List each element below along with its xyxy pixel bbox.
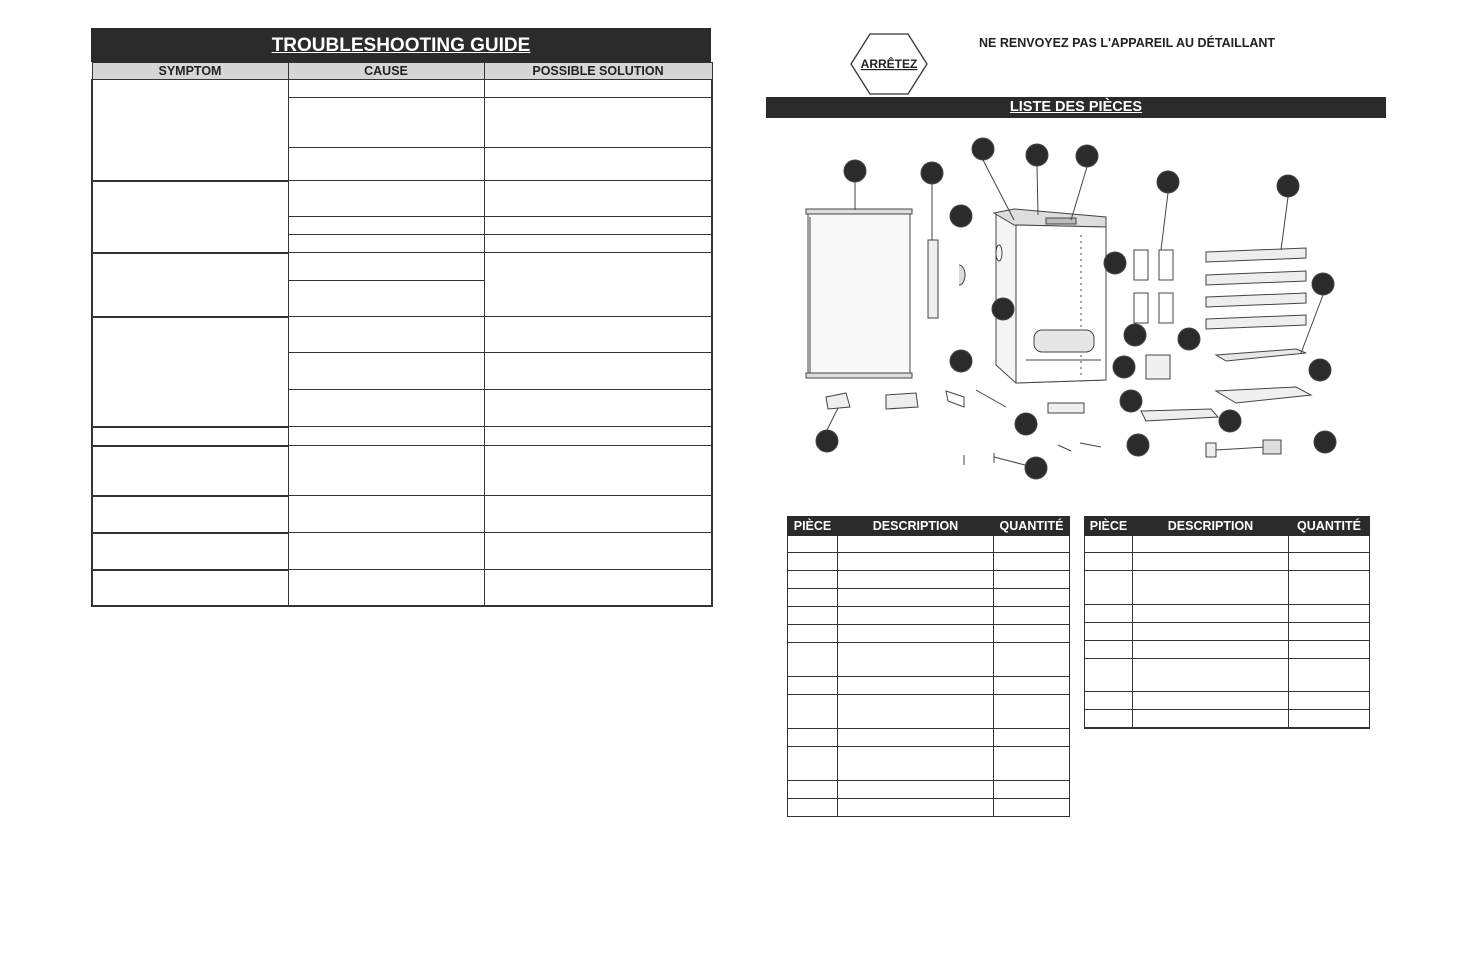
troubleshooting-guide — [91, 28, 711, 607]
table-row — [1085, 623, 1370, 641]
parts-header-row — [1085, 517, 1370, 536]
table-row — [788, 589, 1070, 607]
table-row — [788, 607, 1070, 625]
damper-part — [959, 265, 965, 285]
parts-table-left — [787, 516, 1070, 817]
cause-cell — [288, 281, 484, 317]
cause-cell — [288, 570, 484, 606]
cause-cell — [288, 496, 484, 533]
cause-cell — [288, 80, 484, 98]
solution-cell — [484, 80, 712, 98]
cause-cell — [288, 98, 484, 148]
drip-tray-part — [1216, 387, 1311, 403]
table-row — [92, 317, 712, 353]
solution-cell — [484, 217, 712, 235]
stop-sign-shape — [850, 33, 928, 95]
troubleshooting-body — [92, 80, 712, 606]
parts-list-title: LISTE DES PIÈCES — [766, 97, 1386, 118]
table-row — [788, 695, 1070, 729]
stop-sign-icon — [850, 33, 928, 95]
symptom-cell — [92, 317, 288, 427]
table-row — [1085, 605, 1370, 623]
table-row — [92, 496, 712, 533]
table-row — [1085, 659, 1370, 692]
diagram-svg — [766, 125, 1386, 495]
table-row — [92, 80, 712, 98]
parts-table-left-body — [788, 536, 1070, 817]
cause-cell — [288, 390, 484, 427]
leg-part — [886, 393, 918, 409]
parts-table-right-body — [1085, 536, 1370, 728]
table-row — [92, 570, 712, 606]
table-row — [92, 446, 712, 496]
wood-box-part — [1146, 355, 1170, 379]
symptom-cell — [92, 496, 288, 533]
table-row — [1085, 692, 1370, 710]
table-row — [788, 553, 1070, 571]
cabinet-part — [994, 209, 1106, 383]
table-row — [1085, 641, 1370, 659]
pin-part — [1080, 443, 1101, 447]
symptom-cell — [92, 80, 288, 181]
solution-cell — [484, 181, 712, 217]
bracket-part — [946, 391, 964, 407]
rail-part — [976, 390, 1006, 407]
grease-tray-part — [1141, 409, 1218, 421]
solution-cell — [484, 148, 712, 181]
solution-cell — [484, 427, 712, 446]
table-row — [788, 571, 1070, 589]
cause-cell — [288, 446, 484, 496]
cause-cell — [288, 353, 484, 390]
table-row — [788, 729, 1070, 747]
handle-part — [928, 240, 938, 318]
table-row — [92, 181, 712, 217]
symptom-cell — [92, 181, 288, 253]
symptom-cell — [92, 570, 288, 606]
table-row — [788, 536, 1070, 553]
heating-element-part — [1206, 440, 1281, 457]
header-piece: PIÈCE — [788, 517, 838, 536]
header-description: DESCRIPTION — [838, 517, 994, 536]
solution-cell — [484, 98, 712, 148]
troubleshooting-title: TROUBLESHOOTING GUIDE — [91, 28, 711, 62]
rack-bracket-parts — [1134, 250, 1173, 323]
cause-cell — [288, 533, 484, 570]
chip-tray-part — [1048, 403, 1084, 413]
table-row — [788, 625, 1070, 643]
table-row — [1085, 536, 1370, 553]
header-symptom: SYMPTOM — [92, 63, 288, 80]
symptom-cell — [92, 427, 288, 446]
table-row — [92, 427, 712, 446]
table-row — [1085, 571, 1370, 605]
cause-cell — [288, 427, 484, 446]
table-row — [1085, 710, 1370, 728]
table-row — [92, 533, 712, 570]
symptom-cell — [92, 533, 288, 570]
table-row — [1085, 553, 1370, 571]
solution-cell — [484, 390, 712, 427]
header-quantity: QUANTITÉ — [994, 517, 1070, 536]
parts-header-row — [788, 517, 1070, 536]
header-cause: CAUSE — [288, 63, 484, 80]
table-row — [788, 677, 1070, 695]
stop-sign-label: ARRÊTEZ — [860, 57, 918, 71]
solution-cell — [484, 317, 712, 353]
parts-table-right — [1084, 516, 1370, 729]
solution-cell — [484, 446, 712, 496]
cause-cell — [288, 317, 484, 353]
cause-cell — [288, 235, 484, 253]
table-row — [788, 799, 1070, 817]
return-notice: NE RENVOYEZ PAS L'APPAREIL AU DÉTAILLANT — [979, 36, 1276, 50]
water-pan-part — [1216, 349, 1306, 361]
solution-cell — [484, 496, 712, 533]
troubleshooting-table — [91, 62, 713, 607]
solution-cell — [484, 353, 712, 390]
table-row — [788, 747, 1070, 781]
cause-cell — [288, 253, 484, 281]
cause-cell — [288, 148, 484, 181]
smoker-exploded-view-diagram — [766, 125, 1386, 495]
symptom-cell — [92, 253, 288, 317]
header-solution: POSSIBLE SOLUTION — [484, 63, 712, 80]
cause-cell — [288, 217, 484, 235]
solution-cell — [484, 235, 712, 253]
solution-cell — [484, 253, 712, 317]
header-piece: PIÈCE — [1085, 517, 1133, 536]
leg-part — [826, 393, 850, 409]
table-row — [92, 253, 712, 281]
solution-cell — [484, 570, 712, 606]
table-row — [788, 781, 1070, 799]
cause-cell — [288, 181, 484, 217]
header-quantity: QUANTITÉ — [1289, 517, 1370, 536]
troubleshooting-header-row — [92, 63, 712, 80]
header-description: DESCRIPTION — [1133, 517, 1289, 536]
table-row — [788, 643, 1070, 677]
symptom-cell — [92, 446, 288, 496]
rack-parts — [1206, 248, 1306, 329]
door-part — [806, 209, 912, 378]
pin-part — [1058, 445, 1071, 451]
solution-cell — [484, 533, 712, 570]
